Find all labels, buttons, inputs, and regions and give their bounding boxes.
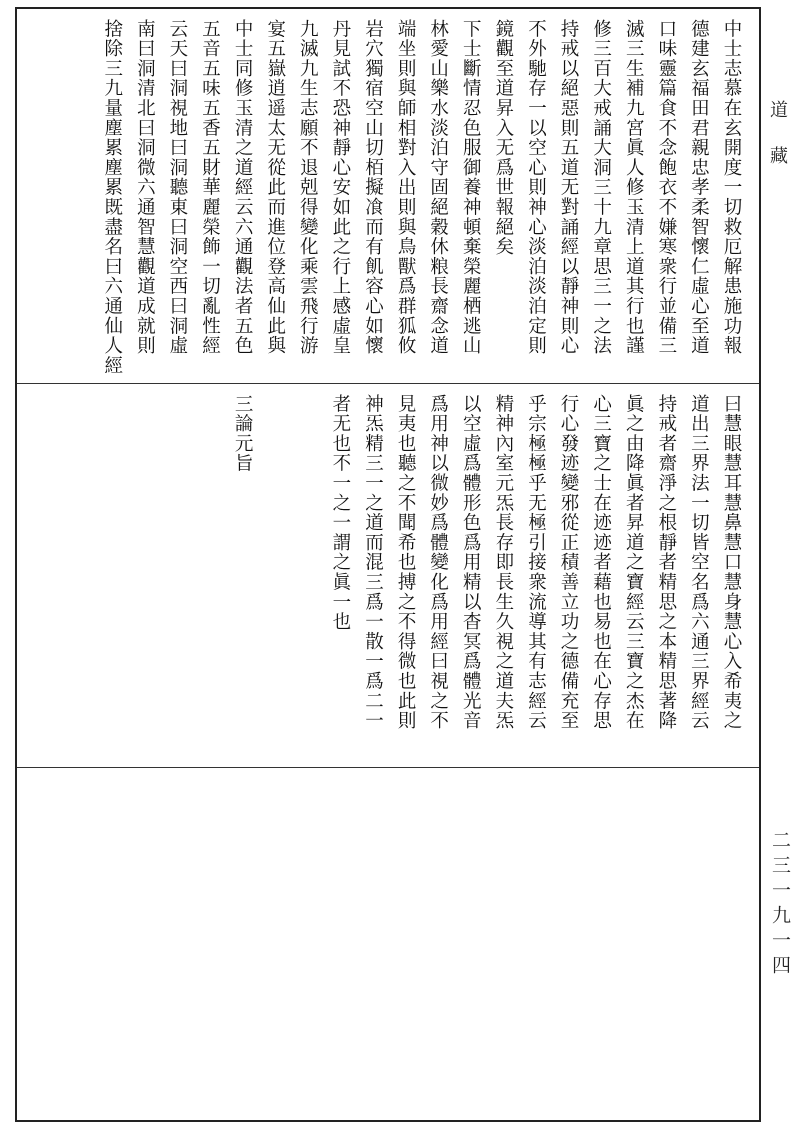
text-column: 眞之由降眞者昇道之寶經云三寶之杰在 xyxy=(623,394,645,731)
text-column: 丹見試不恐神靜心安如此之行上感虛皇 xyxy=(329,19,351,356)
text-column: 修三百大戒誦大洞三十九章思三一之法 xyxy=(590,19,612,356)
text-column: 神炁精三一之道而混三爲一散一爲二一 xyxy=(362,394,384,731)
text-column: 不外馳存一以空心則神心淡泊淡泊定則 xyxy=(525,19,547,356)
text-column: 三論元旨 xyxy=(232,394,254,474)
text-column: 心三寶之士在迹迹者藉也易也在心存思 xyxy=(590,394,612,731)
text-column: 宴五嶽逍遥太无從此而進位登高仙此與 xyxy=(264,19,286,356)
text-column xyxy=(291,394,324,759)
text-column: 滅三生補九宮眞人修玉清上道其行也謹 xyxy=(623,19,645,356)
text-column: 爲用神以微妙爲體變化爲用經曰視之不 xyxy=(427,394,449,731)
text-column: 口味靈篇食不念飽衣不嫌寒衆行並備三 xyxy=(655,19,677,356)
blank-register xyxy=(17,769,759,1119)
text-column: 曰慧眼慧耳慧鼻慧口慧身慧心入希夷之 xyxy=(721,394,742,731)
top-register xyxy=(17,9,759,383)
text-column xyxy=(258,394,291,759)
text-column: 南曰洞清北曰洞微六通智慧觀道成就則 xyxy=(134,19,156,356)
text-column: 下士斷情忍色服御養神頓棄榮麗栖逃山 xyxy=(460,19,482,356)
page-frame xyxy=(15,7,761,1122)
text-column: 行心發迹變邪從正積善立功之德備充至 xyxy=(558,394,580,731)
text-column: 林愛山樂水淡泊守固絕穀休粮長齋念道 xyxy=(427,19,449,356)
canon-title: 道藏 xyxy=(767,100,788,192)
text-column: 德建玄福田君親忠孝柔智懷仁虛心至道 xyxy=(688,19,710,356)
text-column: 中士同修玉清之道經云六通觀法者五色 xyxy=(232,19,254,356)
text-column: 九滅九生志願不退剋得變化乘雲飛行游 xyxy=(297,19,319,356)
text-column: 端坐則與師相對入出則與鳥獸爲群狐攸 xyxy=(395,19,417,356)
middle-register xyxy=(17,384,759,767)
text-column: 道出三界法一切皆空名爲六通三界經云 xyxy=(688,394,710,731)
text-column: 者无也不一之一謂之眞一也 xyxy=(329,394,351,632)
text-column: 持戒以絕惡則五道无對誦經以靜神則心 xyxy=(558,19,580,356)
text-column: 以空虛爲體形色爲用精以杳冥爲體光音 xyxy=(460,394,482,731)
register-divider xyxy=(17,767,759,768)
text-column: 乎宗極極乎无極引接衆流導其有志經云 xyxy=(525,394,547,731)
text-column: 岩穴獨宿空山切栢擬飡而有飢容心如懷 xyxy=(362,19,384,356)
text-column: 捨除三九量塵累塵累既盡名曰六通仙人經 xyxy=(101,19,123,375)
text-column: 持戒者齋淨之根靜者精思之本精思著降 xyxy=(655,394,677,731)
page-number: 二三一九一四 xyxy=(769,830,791,980)
text-column: 見夷也聽之不聞希也搏之不得微也此則 xyxy=(395,394,417,731)
text-column: 中士志慕在玄開度一切救厄解患施功報 xyxy=(721,19,742,356)
text-column: 精神內室元炁長存即長生久視之道夫炁 xyxy=(492,394,514,731)
text-column: 鏡觀至道昇入无爲世報絕矣 xyxy=(492,19,514,257)
text-column: 云天曰洞視地曰洞聽東曰洞空西曰洞虛 xyxy=(166,19,188,356)
text-column: 五音五味五香五財華麗榮飾一切亂性經 xyxy=(199,19,221,356)
